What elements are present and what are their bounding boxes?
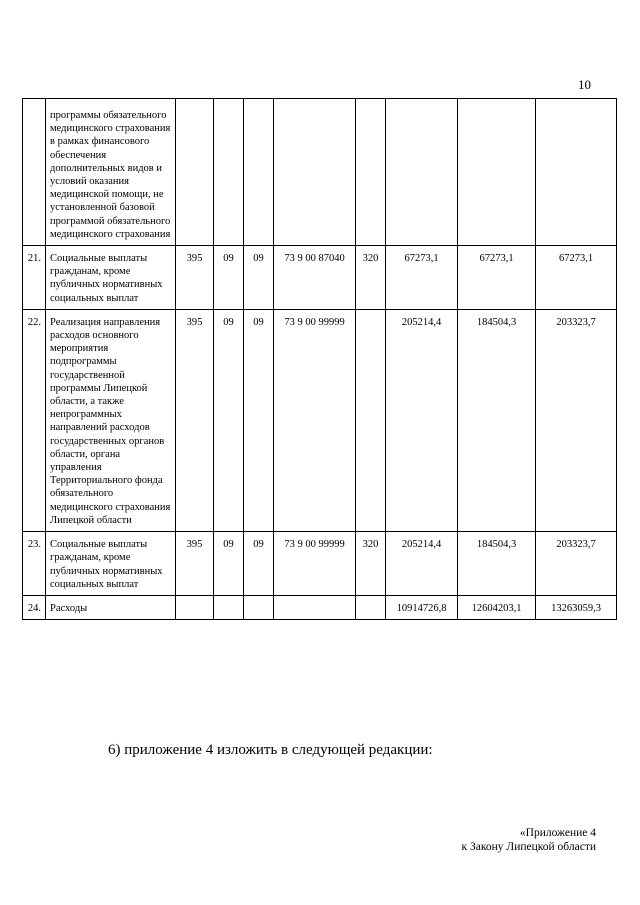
row-amount-2: 184504,3	[458, 532, 536, 596]
row-number: 23.	[23, 532, 46, 596]
row-expense-type	[356, 309, 386, 531]
row-amount-1: 10914726,8	[386, 595, 458, 619]
appendix-title: «Приложение 4	[519, 827, 596, 839]
row-ministry-code: 395	[176, 309, 214, 531]
row-amount-3: 203323,7	[536, 532, 617, 596]
row-number: 22.	[23, 309, 46, 531]
row-subsection-code: 09	[244, 246, 274, 310]
row-description: Социальные выплаты гражданам, кроме публичных нормативных социальных выплат	[46, 532, 176, 596]
row-amount-1	[386, 99, 458, 246]
row-subsection-code	[244, 595, 274, 619]
row-subsection-code: 09	[244, 532, 274, 596]
budget-table-body	[23, 99, 617, 620]
appendix-heading	[440, 826, 596, 854]
row-expense-type	[356, 595, 386, 619]
row-amount-2: 67273,1	[458, 246, 536, 310]
row-expense-type	[356, 99, 386, 246]
row-amount-1: 205214,4	[386, 532, 458, 596]
appendix-subtitle: к Закону Липецкой области	[461, 841, 596, 853]
row-section-code: 09	[214, 532, 244, 596]
table-row	[23, 246, 617, 310]
row-description: Реализация направления расходов основного мероприятия подпрограммы государственной программы Липецкой области, а также непрограммных направлений расходов государственных органов области, органа управления Территориального фонда обязательного медицинского страхования Липецкой области	[46, 309, 176, 531]
row-target-article: 73 9 00 99999	[274, 309, 356, 531]
row-target-article	[274, 99, 356, 246]
row-amount-3: 203323,7	[536, 309, 617, 531]
row-description: Расходы	[46, 595, 176, 619]
table-row	[23, 532, 617, 596]
row-section-code: 09	[214, 246, 244, 310]
row-amount-2: 12604203,1	[458, 595, 536, 619]
page-number: 10	[578, 77, 591, 92]
row-amount-2: 184504,3	[458, 309, 536, 531]
instruction-text: 6) приложение 4 изложить в следующей редакции:	[108, 742, 433, 758]
row-number	[23, 99, 46, 246]
table-row	[23, 309, 617, 531]
row-amount-1: 205214,4	[386, 309, 458, 531]
row-number: 21.	[23, 246, 46, 310]
table-row	[23, 595, 617, 619]
budget-table	[22, 98, 617, 620]
row-section-code: 09	[214, 309, 244, 531]
row-target-article	[274, 595, 356, 619]
row-amount-3: 67273,1	[536, 246, 617, 310]
row-ministry-code: 395	[176, 246, 214, 310]
row-subsection-code: 09	[244, 309, 274, 531]
row-subsection-code	[244, 99, 274, 246]
row-ministry-code	[176, 595, 214, 619]
row-section-code	[214, 595, 244, 619]
row-number: 24.	[23, 595, 46, 619]
row-target-article: 73 9 00 87040	[274, 246, 356, 310]
row-amount-3	[536, 99, 617, 246]
table-row	[23, 99, 617, 246]
row-amount-3: 13263059,3	[536, 595, 617, 619]
row-ministry-code: 395	[176, 532, 214, 596]
row-description: Социальные выплаты гражданам, кроме публичных нормативных социальных выплат	[46, 246, 176, 310]
row-expense-type: 320	[356, 246, 386, 310]
row-section-code	[214, 99, 244, 246]
row-ministry-code	[176, 99, 214, 246]
row-expense-type: 320	[356, 532, 386, 596]
row-amount-2	[458, 99, 536, 246]
row-target-article: 73 9 00 99999	[274, 532, 356, 596]
row-amount-1: 67273,1	[386, 246, 458, 310]
row-description: программы обязательного медицинского страхования в рамках финансового обеспечения дополнительных видов и условий оказания медицинской помощи, не установленной базовой программой обязательного медицинского страхования	[46, 99, 176, 246]
